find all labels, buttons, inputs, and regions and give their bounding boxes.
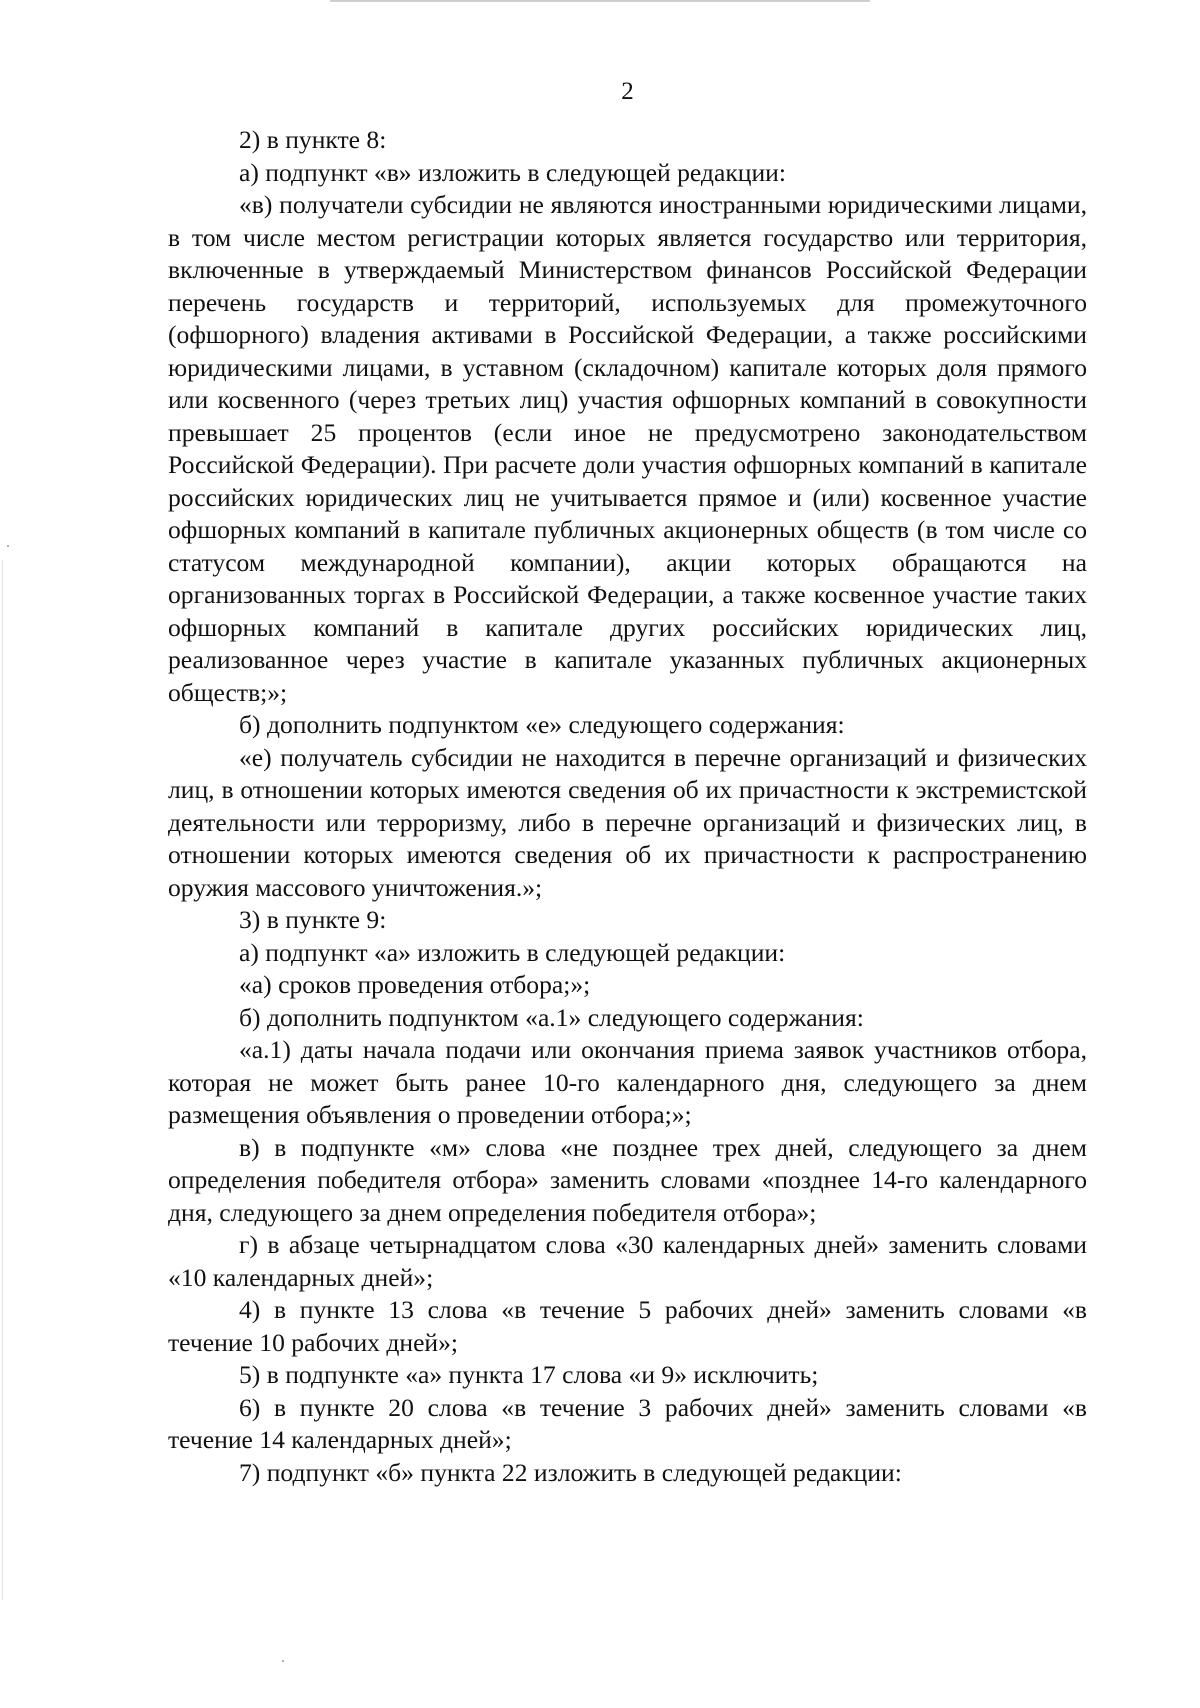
paragraph: а) подпункт «а» изложить в следующей редакции:: [239, 937, 786, 967]
scan-top-edge: [330, 0, 870, 2]
paragraph: «в) получатели субсидии не являются иностранными юридическими лицами, в том числе местом регистрации которых является государство или территория, включенные в утверждаемый Министерством финансов Российской Федерации перечень государств и территорий, используемых для промежуточного (офшорного) владения активами в Российской Федерации, а также российскими юридическими лицами, в уставном (складочном) капитале которых доля прямого или косвенного (через третьих лиц) участия офшорных компаний в совокупности превышает 25 процентов (если иное не предусмотрено законодательством Российской Федерации). При расчете доли участия офшорных компаний в капитале российских юридических лиц не учитывается прямое и (или) косвенное участие офшорных компаний в капитале публичных акционерных обществ (в том числе со статусом международной компании), акции которых обращаются на организованных торгах в Российской Федерации, а также косвенное участие таких офшорных компаний в капитале других российских юридических лиц, реализованное через участие в капитале указанных публичных акционерных обществ;»;: [168, 190, 1087, 707]
scan-left-edge: [2, 560, 3, 1600]
page-number: 2: [621, 78, 634, 105]
paragraph: б) дополнить подпунктом «е» следующего содержания:: [239, 710, 845, 739]
paragraph: «а) сроков проведения отбора;»;: [239, 970, 591, 999]
document-body: [168, 124, 1087, 1489]
paragraph: 2) в пункте 8:: [239, 125, 387, 154]
paragraph: б) дополнить подпунктом «а.1» следующего содержания:: [239, 1002, 864, 1032]
paragraph: 3) в пункте 9:: [239, 905, 387, 934]
paragraph: «а.1) даты начала подачи или окончания приема заявок участников отбора, которая не может быть ранее 10-го календарного дня, следующего за днем размещения объявления о проведении отбора;»;: [168, 1035, 1087, 1129]
paragraph: 4) в пункте 13 слова «в течение 5 рабочих дней» заменить словами «в течение 10 рабочих дней»;: [168, 1295, 1087, 1357]
paragraph: 5) в подпункте «а» пункта 17 слова «и 9» исключить;: [239, 1360, 819, 1389]
paragraph: в) в подпункте «м» слова «не позднее трех дней, следующего за днем определения победителя отбора» заменить словами «позднее 14-го календарного дня, следующего за днем определения победителя отбора»;: [168, 1132, 1087, 1227]
paragraph: 7) подпункт «б» пункта 22 изложить в следующей редакции:: [239, 1457, 902, 1487]
paragraph: 6) в пункте 20 слова «в течение 3 рабочих дней» заменить словами «в течение 14 календарных дней»;: [168, 1392, 1087, 1454]
paragraph: г) в абзаце четырнадцатом слова «30 календарных дней» заменить словами «10 календарных дней»;: [168, 1230, 1087, 1292]
paragraph: «е) получатель субсидии не находится в перечне организаций и физических лиц, в отношении которых имеются сведения об их причастности к экстремистской деятельности или терроризму, либо в перечне организаций и физических лиц, в отношении которых имеются сведения об их причастности к распространению оружия массового уничтожения.»;: [168, 742, 1087, 902]
scan-speck: [7, 545, 9, 547]
paragraph: а) подпункт «в» изложить в следующей редакции:: [239, 157, 786, 187]
scan-speck: [282, 1660, 284, 1662]
